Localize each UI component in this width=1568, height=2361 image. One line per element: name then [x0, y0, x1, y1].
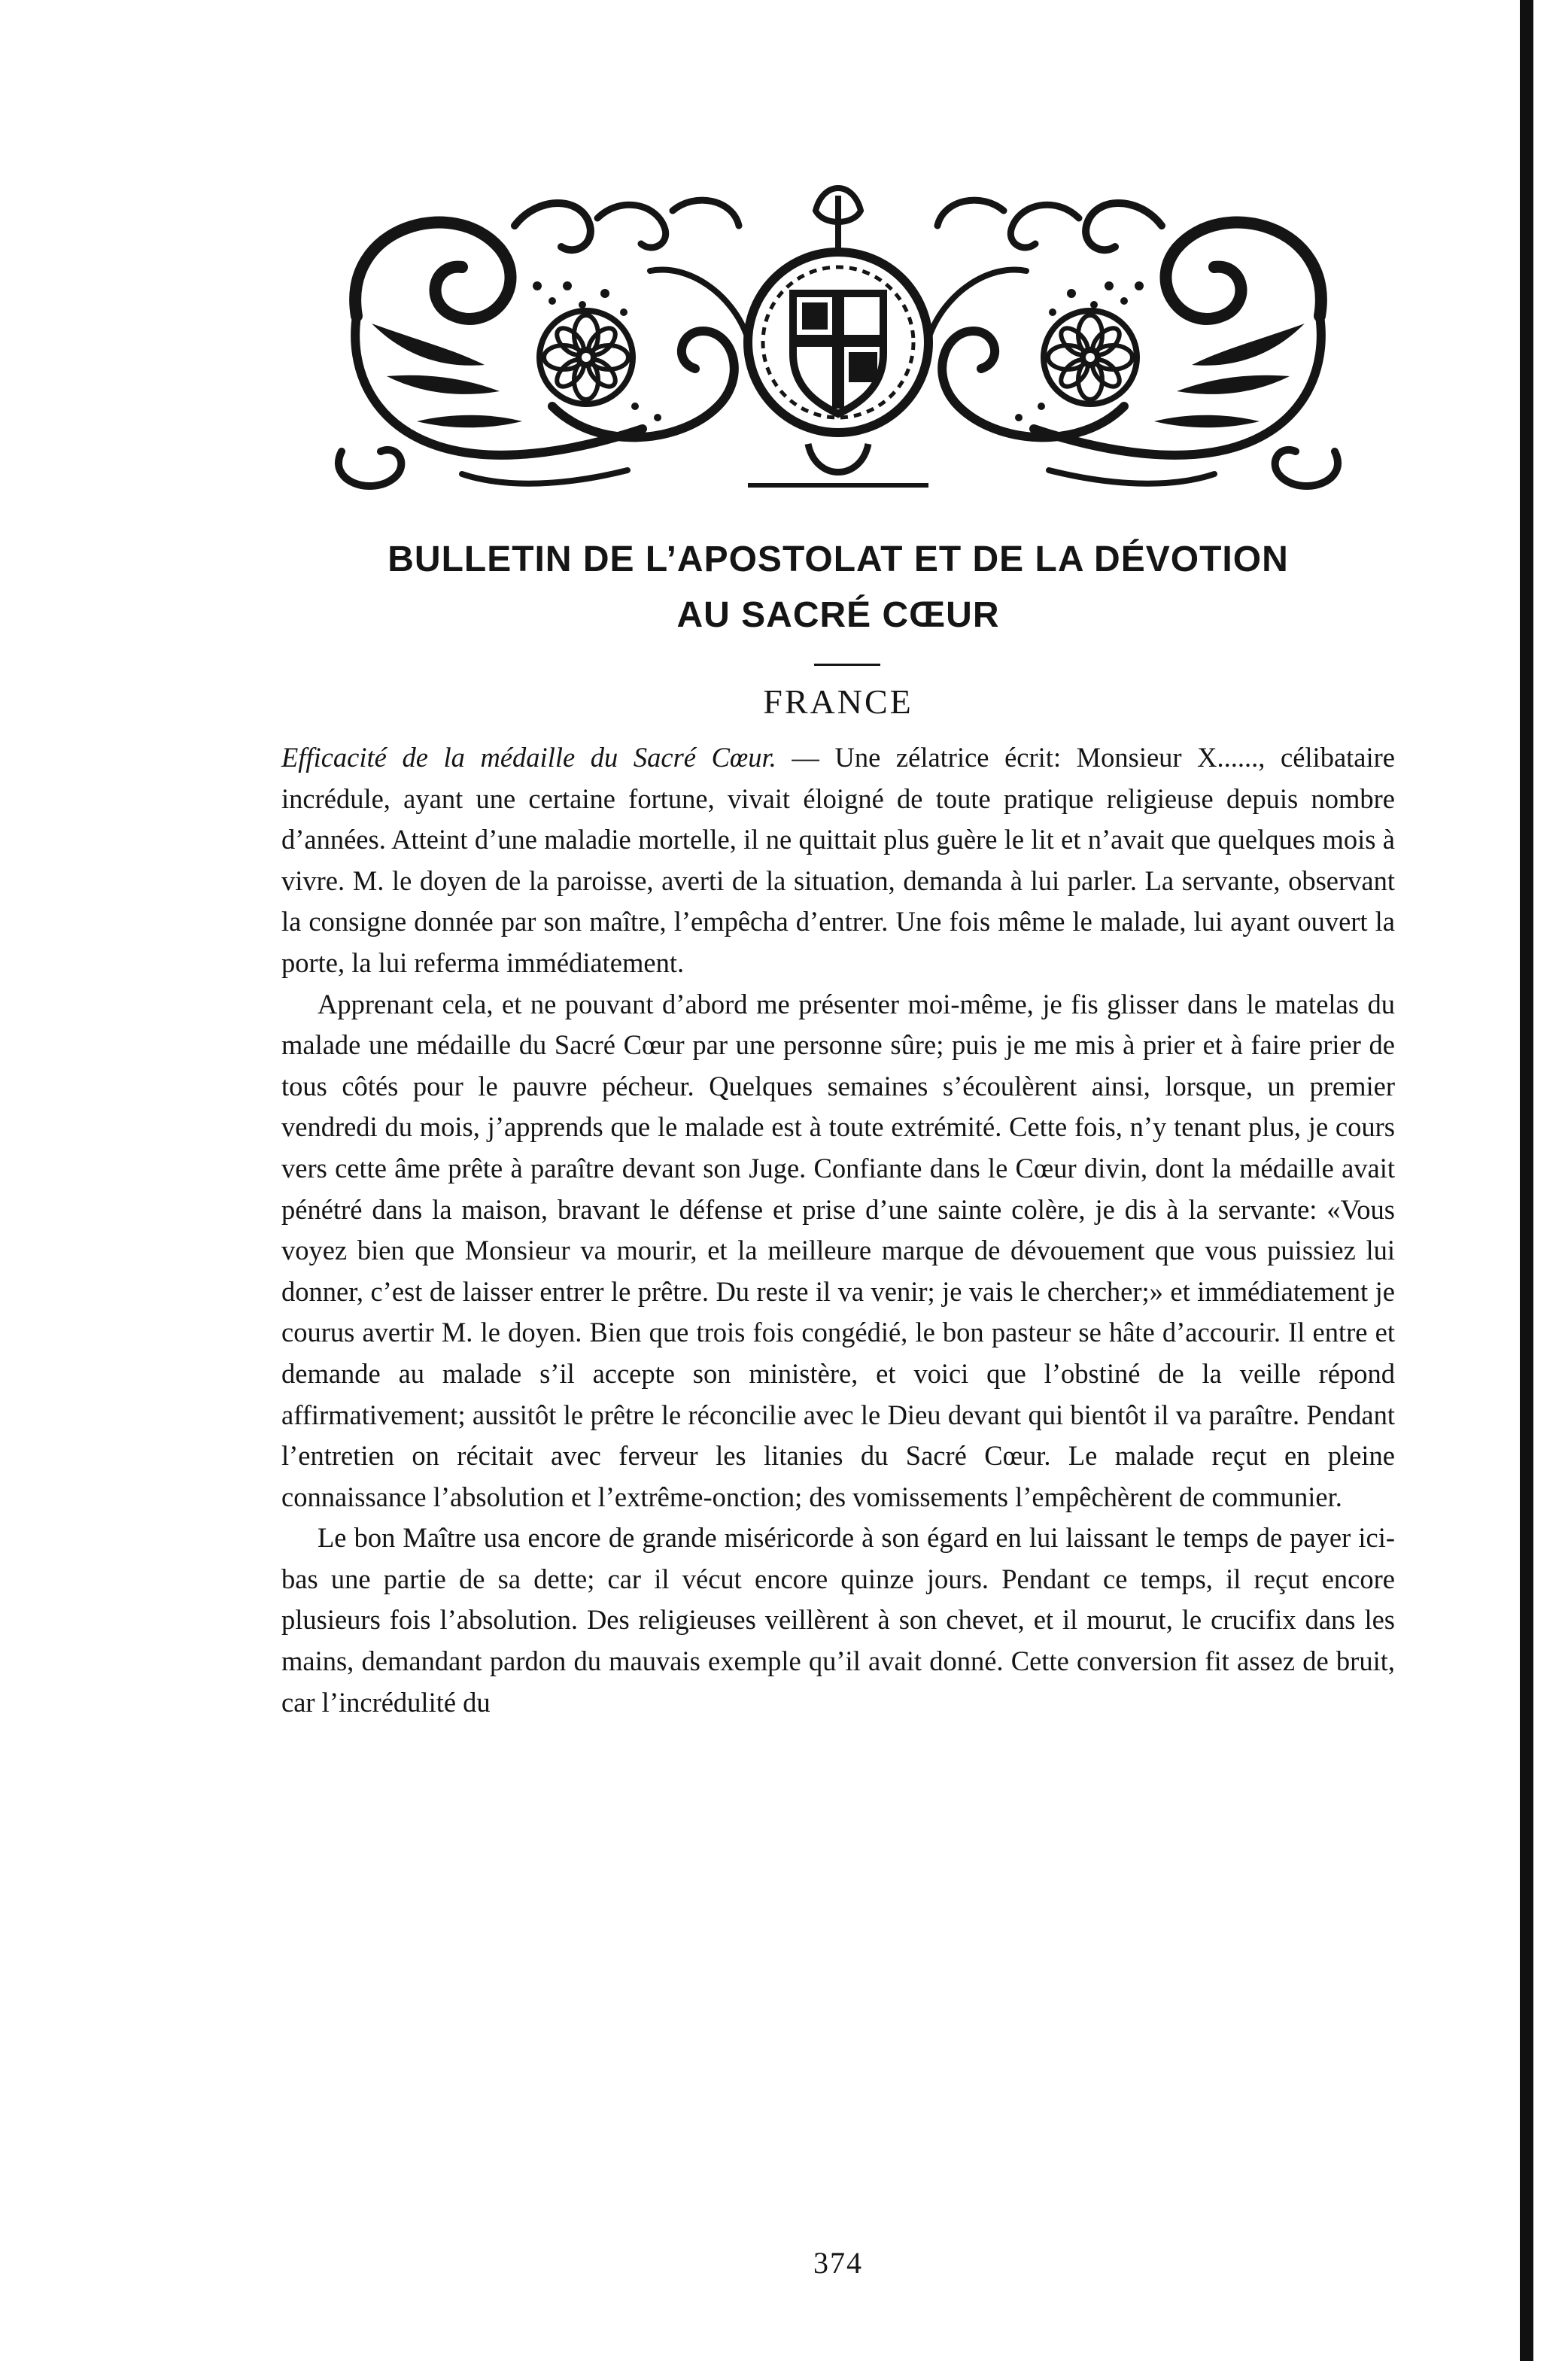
article-body: [281, 737, 1395, 1723]
floral-scroll-ornament-icon: [327, 181, 1350, 504]
document-page: [281, 0, 1395, 2361]
scan-edge-bar: [1520, 0, 1533, 2361]
title-divider: [814, 664, 880, 666]
heraldic-shield-icon: [748, 252, 928, 433]
page-number: 374: [813, 2246, 863, 2280]
article-paragraph-3: Le bon Maître usa encore de grande miséricorde à son égard en lui laissant le temps de payer ici-bas une partie de sa dette; car il vécut encore quinze jours. Pendant ce temps, il reçut encore plusieurs fois l’absolution. Des religieuses veillèrent à son chevet, et il mourut, le crucifix dans les mains, demandant pardon du mauvais exemple qu’il avait donné. Cette conversion fit assez de bruit, car l’incrédulité du: [281, 1522, 1395, 1718]
bulletin-subtitle: AU SACRÉ CŒUR: [676, 595, 1000, 635]
article-lead-text: — Une zélatrice écrit: Monsieur X......, célibataire incrédule, ayant une certaine fortune, vivait éloigné de toute pratique religieuse depuis nombre d’années. Atteint d’une maladie mortelle, il ne quittait plus guère le lit et n’avait que quelques mois à vivre. M. le doyen de la paroisse, averti de la situation, demanda à lui parler. La servante, observant la consigne donnée par son maître, l’empêcha d’entrer. Une fois même le malade, lui ayant ouvert la porte, la lui referma immédiatement.: [281, 742, 1395, 978]
bulletin-title: BULLETIN DE L’APOSTOLAT ET DE LA DÉVOTION: [387, 539, 1289, 579]
section-heading: FRANCE: [763, 682, 913, 721]
article-paragraph-2: Apprenant cela, et ne pouvant d’abord me présenter moi-même, je fis glisser dans le matelas du malade une médaille du Sacré Cœur par une personne sûre; puis je me mis à prier et à faire prier de tous côtés pour le pauvre pécheur. Quelques semaines s’écoulèrent ainsi, lorsque, un premier vendredi du mois, j’apprends que le malade est à toute extrémité. Cette fois, n’y tenant plus, je cours vers cette âme prête à paraître devant son Juge. Confiante dans le Cœur divin, dont la médaille avait pénétré dans la maison, bravant le défense et prise d’une sainte colère, je dis à la servante: «Vous voyez bien que Monsieur va mourir, et la meilleure marque de dévouement que vous puissiez lui donner, c’est de laisser entrer le prêtre. Du reste il va venir; je vais le chercher;» et immédiatement je courus avertir M. le doyen. Bien que trois fois congédié, le bon pasteur se hâte d’accourir. Il entre et demande au malade s’il accepte son ministère, et voici que l’obstiné de la veille répond affirmativement; aussitôt le prêtre le réconcilie avec le Dieu devant qui bientôt il va paraître. Pendant l’entretien on récitait avec ferveur les litanies du Sacré Cœur. Le malade reçut en pleine connaissance l’absolution et l’extrême-onction; des vomissements l’empêchèrent de communier.: [281, 988, 1395, 1512]
article-paragraph-1: [281, 737, 1395, 984]
article-lead-title: Efficacité de la médaille du Sacré Cœur.: [281, 742, 776, 773]
